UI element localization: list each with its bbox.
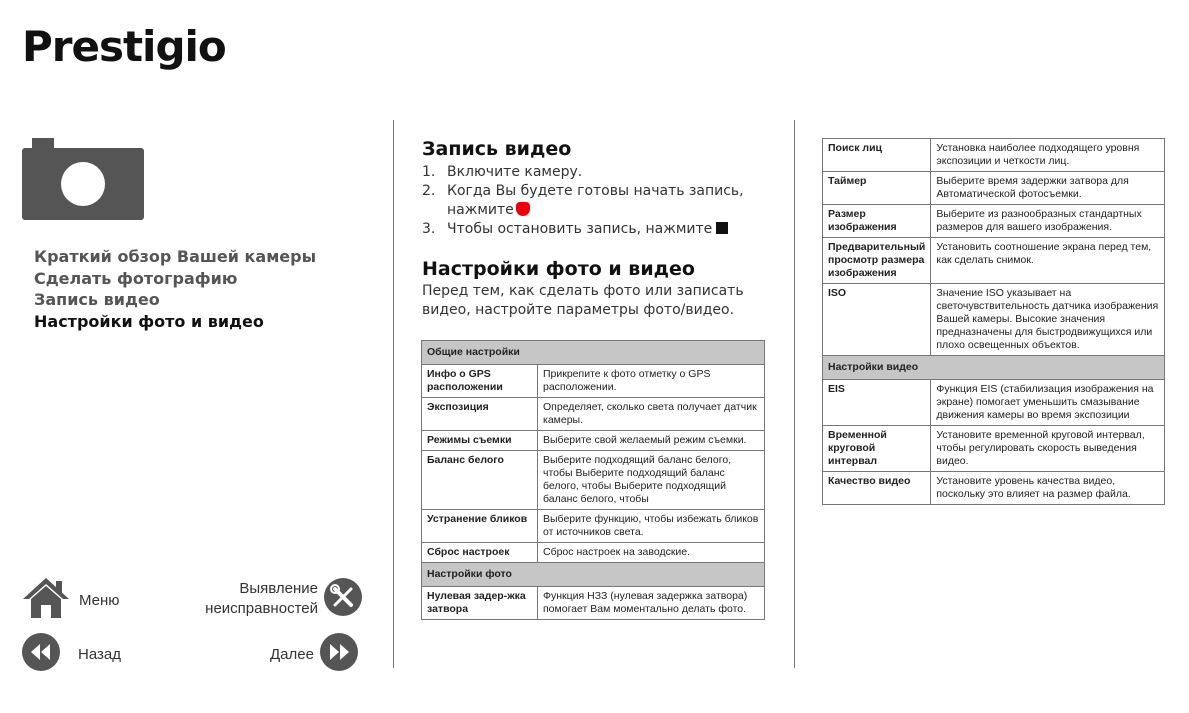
record-button-icon	[516, 202, 530, 216]
table-row: Предварительный просмотр размера изображения Установить соотношение экрана перед тем, как сделать снимок.	[823, 238, 1165, 284]
table-row: Временной круговой интервал Установите временной круговой интервал, чтобы регулировать скорость выведения видео.	[823, 426, 1165, 472]
table-row: Размер изображения Выберите из разнообразных стандартных размеров для вашего изображения.	[823, 205, 1165, 238]
back-button[interactable]	[22, 633, 121, 675]
column-divider	[794, 120, 795, 668]
record-video-title: Запись видео	[422, 138, 572, 160]
list-item: 1. Включите камеру.	[422, 164, 583, 180]
settings-intro: Перед тем, как сделать фото или записать видео, настройте параметры фото/видео.	[422, 283, 744, 318]
toc-item-settings[interactable]: Настройки фото и видео	[34, 311, 264, 331]
table-row: Баланс белого Выберите подходящий баланс белого, чтобы Выберите подходящий баланс белого, чтобы Выберите подходящий баланс белого, чтобы	[422, 451, 765, 510]
table-row: Поиск лиц Установка наиболее подходящего уровня экспозиции и четкости лиц.	[823, 139, 1165, 172]
list-item: 2. Когда Вы будете готовы начать запись, нажмите	[422, 183, 744, 218]
column-divider	[393, 120, 394, 668]
table-row: Экспозиция Определяет, сколько света получает датчик камеры.	[422, 398, 765, 431]
stop-button-icon	[716, 222, 728, 234]
section-header: Общие настройки	[422, 341, 765, 365]
next-button[interactable]	[270, 633, 358, 675]
troubleshoot-label: Выявление неисправностей	[205, 580, 318, 617]
brand-logo: Prestigio	[22, 22, 226, 71]
troubleshoot-button[interactable]	[200, 578, 370, 620]
table-row: Устранение бликов Выберите функцию, чтобы избежать бликов от источников света.	[422, 510, 765, 543]
back-label: Назад	[78, 645, 121, 663]
table-row: Качество видео Установите уровень качества видео, поскольку это влияет на размер файла.	[823, 472, 1165, 505]
next-label: Далее	[270, 645, 314, 663]
middle-column	[422, 138, 772, 320]
general-settings-table	[421, 340, 765, 620]
table-row: Режимы съемки Выберите свой желаемый режим съемки.	[422, 431, 765, 451]
home-icon	[22, 577, 70, 623]
toc-item-record-video[interactable]: Запись видео	[34, 290, 160, 309]
section-header: Настройки фото	[422, 563, 765, 587]
toc-item-take-photo[interactable]: Сделать фотографию	[34, 268, 238, 288]
table-row: EIS Функция EIS (стабилизация изображения на экране) помогает уменьшить смазывание движения камеры во время экспозиции	[823, 380, 1165, 426]
list-item: 3. Чтобы остановить запись, нажмите	[422, 220, 772, 239]
photo-video-settings-table	[822, 138, 1165, 505]
back-icon	[22, 633, 60, 675]
table-of-contents	[34, 246, 316, 332]
camera-icon	[22, 138, 144, 224]
table-row: Сброс настроек Сброс настроек на заводские.	[422, 543, 765, 563]
menu-label: Меню	[79, 591, 120, 609]
tools-icon	[324, 578, 362, 620]
table-row: ISO Значение ISO указывает на светочувствительность датчика изображения Вашей камеры. Высокие значения предназначены для быстродвижущихся или плохо освещенных объектов.	[823, 284, 1165, 356]
section-header: Настройки видео	[823, 356, 1165, 380]
toc-item-overview[interactable]: Краткий обзор Вашей камеры	[34, 247, 317, 266]
forward-icon	[320, 633, 358, 675]
record-steps	[422, 163, 772, 239]
settings-title: Настройки фото и видео	[422, 258, 695, 280]
table-row: Инфо о GPS расположении Прикрепите к фото отметку о GPS расположении.	[422, 365, 765, 398]
table-row: Нулевая задер-жка затвора Функция НЗЗ (нулевая задержка затвора) помогает Вам моментально делать фото.	[422, 587, 765, 620]
menu-button[interactable]	[22, 577, 120, 623]
table-row: Таймер Выберите время задержки затвора для Автоматической фотосъемки.	[823, 172, 1165, 205]
